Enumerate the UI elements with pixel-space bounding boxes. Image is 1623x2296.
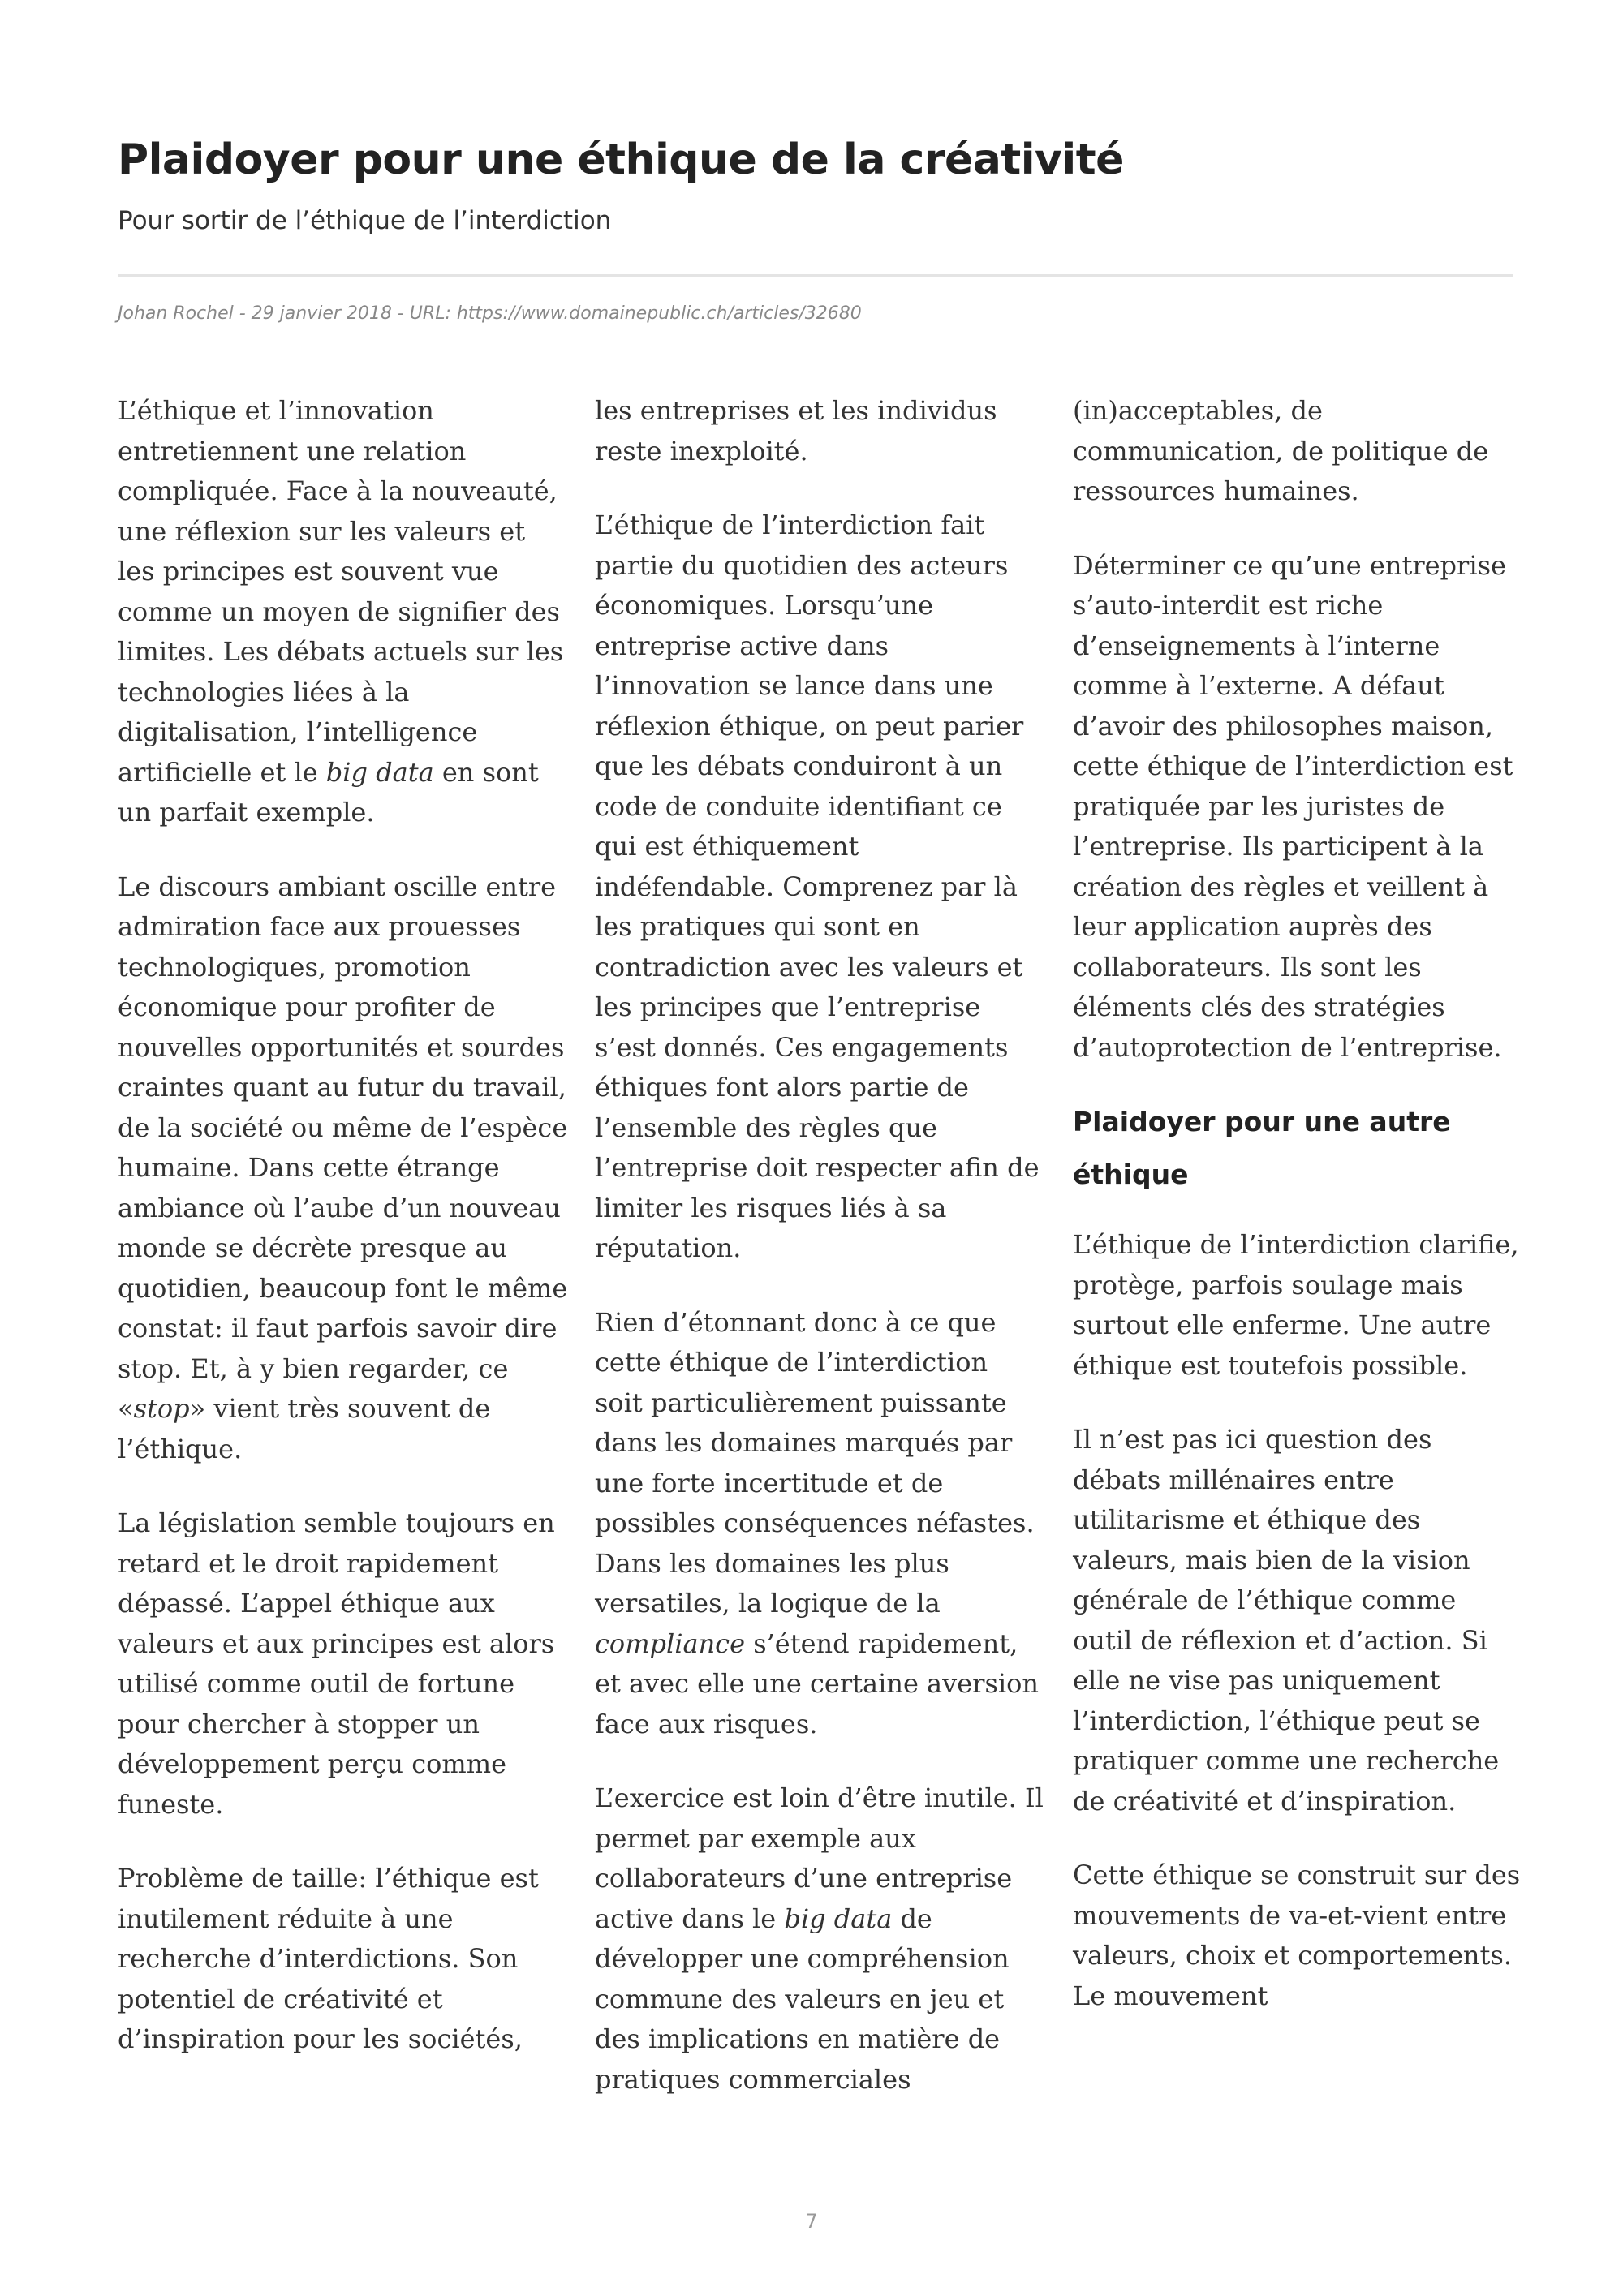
article-subtitle: Pour sortir de l’éthique de l’interdiction: [118, 206, 612, 235]
article-meta: Johan Rochel - 29 janvier 2018 - URL: https://www.domainepublic.ch/articles/32680: [118, 303, 862, 324]
paragraph: Déterminer ce qu’une entreprise s’auto-interdit est riche d’enseignements à l’interne comme à l’externe. A défaut d’avoir des philosophes maison, cette éthique de l’interdiction est pratiquée par les juristes de l’entreprise. Ils participent à la création des règles et veillent à leur application auprès des collaborateurs. Ils sont les éléments clés des stratégies d’autoprotection de l’entreprise.: [1073, 549, 1513, 1063]
paragraph: L’éthique de l’interdiction clarifie, protège, parfois soulage mais surtout elle enferme. Une autre éthique est toutefois possible.: [1073, 1229, 1519, 1381]
text-column-1: [118, 391, 568, 2060]
paragraph: Problème de taille: l’éthique est inutilement réduite à une recherche d’interdictions. Son potentiel de créativité et d’inspiration pour les sociétés,: [118, 1863, 539, 2054]
paragraph: L’exercice est loin d’être inutile. Il permet par exemple aux collaborateurs d’une entreprise active dans le big data de développer une compréhension commune des valeurs en jeu et des implications en matière de pratiques commerciales: [595, 1782, 1044, 2095]
section-heading: Plaidoyer pour une autre éthique: [1073, 1106, 1451, 1190]
paragraph: Rien d’étonnant donc à ce que cette éthique de l’interdiction soit particulièrement puissante dans les domaines marqués par une forte incertitude et de possibles conséquences néfastes. Dans les domaines les plus versatiles, la logique de la compliance s’étend rapidement, et avec elle une certaine aversion face aux risques.: [595, 1306, 1039, 1739]
text-column-2: [595, 391, 1044, 2100]
paragraph: Cette éthique se construit sur des mouvements de va-et-vient entre valeurs, choix et comportements. Le mouvement: [1073, 1860, 1521, 2011]
paragraph: La législation semble toujours en retard et le droit rapidement dépassé. L’appel éthique aux valeurs et aux principes est alors utilisé comme outil de fortune pour chercher à stopper un développement perçu comme funeste.: [118, 1507, 555, 1820]
text-column-3: [1073, 391, 1523, 2016]
article-title: Plaidoyer pour une éthique de la créativité: [118, 135, 1124, 184]
paragraph: L’éthique et l’innovation entretiennent une relation compliquée. Face à la nouveauté, une réflexion sur les valeurs et les principes est souvent vue comme un moyen de signifier des limites. Les débats actuels sur les technologies liées à la digitalisation, l’intelligence artificielle et le big data en sont un parfait exemple.: [118, 395, 564, 828]
paragraph: L’éthique de l’interdiction fait partie du quotidien des acteurs économiques. Lorsqu’une entreprise active dans l’innovation se lance dans une réflexion éthique, on peut parier que les débats conduiront à un code de conduite identifiant ce qui est éthiquement indéfendable. Comprenez par là les pratiques qui sont en contradiction avec les valeurs et les principes que l’entreprise s’est donnés. Ces engagements éthiques font alors partie de l’ensemble des règles que l’entreprise doit respecter afin de limiter les risques liés à sa réputation.: [595, 510, 1040, 1263]
paragraph: les entreprises et les individus reste inexploité.: [595, 395, 997, 467]
paragraph: (in)acceptables, de communication, de politique de ressources humaines.: [1073, 395, 1489, 506]
page-number: 7: [805, 2210, 818, 2233]
paragraph: Il n’est pas ici question des débats millénaires entre utilitarisme et éthique des valeurs, mais bien de la vision générale de l’éthique comme outil de réflexion et d’action. Si elle ne vise pas uniquement l’interdiction, l’éthique peut se pratiquer comme une recherche de créativité et d’inspiration.: [1073, 1424, 1500, 1817]
header-divider: [118, 274, 1513, 277]
paragraph: Le discours ambiant oscille entre admiration face aux prouesses technologiques, promotion économique pour profiter de nouvelles opportunités et sourdes craintes quant au futur du travail, de la société ou même de l’espèce humaine. Dans cette étrange ambiance où l’aube d’un nouveau monde se décrète presque au quotidien, beaucoup font le même constat: il faut parfois savoir dire stop. Et, à y bien regarder, ce «stop» vient très souvent de l’éthique.: [118, 871, 568, 1464]
